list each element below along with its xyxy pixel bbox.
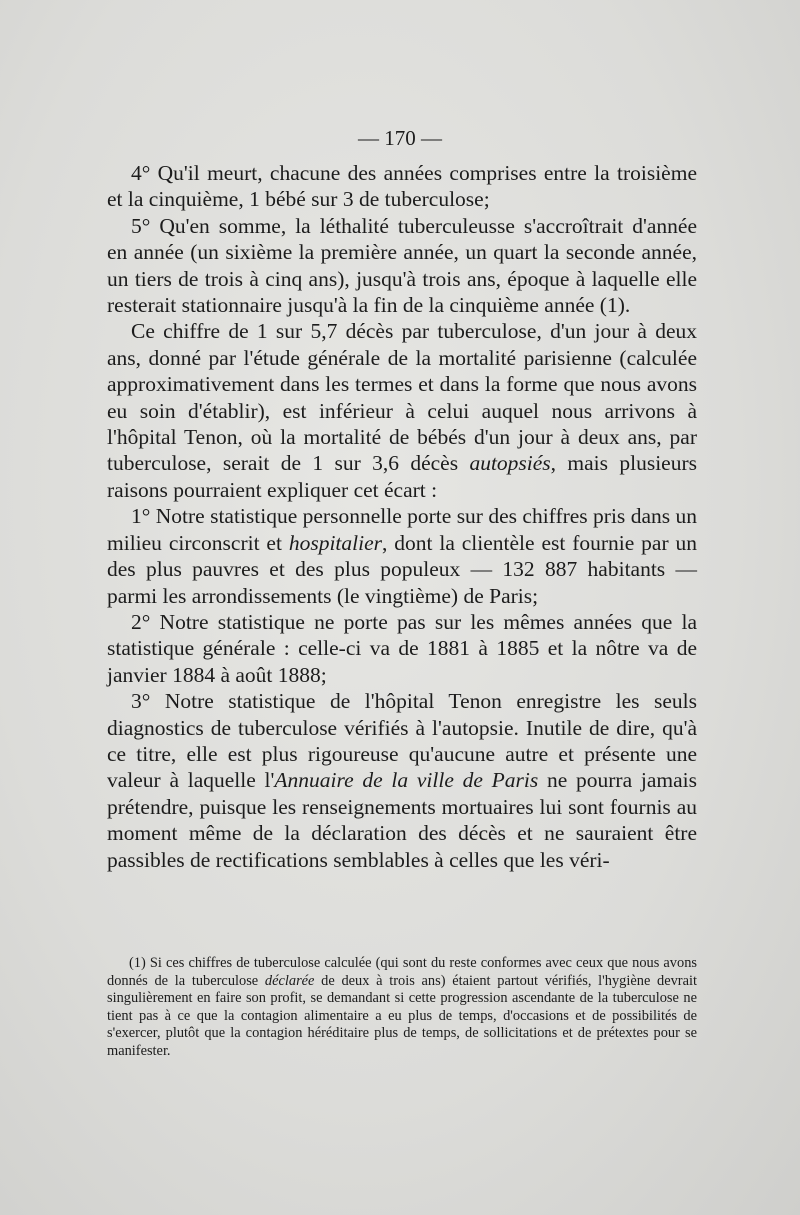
paragraph-reason-3: 3° Notre statistique de l'hôpital Tenon enregistre les seuls diagnostics de tuberculose vérifiés à l'autopsie. Inutile de dire, qu'à ce titre, elle est plus rigoureuse qu'aucune autre et présente une valeur à laquelle l'Annuaire de la ville de Paris ne pourra jamais prétendre, puisque les renseignements mortuaires lui sont fournis au moment même de la déclaration des décès et ne sauraient être passibles de rectifications semblables à celles que les véri- [107,689,697,872]
paragraph-item-5: 5° Qu'en somme, la léthalité tuberculeusse s'accroîtrait d'année en année (un sixième la première année, un quart la seconde année, un tiers de trois à cinq ans), jusqu'à trois ans, époque à laquelle elle resterait stationnaire jusqu'à la fin de la cinquième année (1). [107,213,697,318]
body-text [107,160,697,873]
page-number: — 170 — [358,126,442,150]
paragraph-item-4: 4° Qu'il meurt, chacune des années comprises entre la troisième et la cinquième, 1 bébé sur 3 de tuberculose; [107,161,697,212]
paragraph-reason-2: 2° Notre statistique ne porte pas sur les mêmes années que la statistique générale : celle-ci va de 1881 à 1885 et la nôtre va de janvier 1884 à août 1888; [107,609,697,687]
paragraph-ce-chiffre: Ce chiffre de 1 sur 5,7 décès par tuberculose, d'un jour à deux ans, donné par l'étude générale de la mortalité parisienne (calculée approximativement dans les termes et dans la forme que nous avons eu soin d'établir), est inférieur à celui auquel nous arrivons à l'hôpital Tenon, où la mortalité de bébés d'un jour à deux ans, par tuberculose, serait de 1 sur 3,6 décès autopsiés, mais plusieurs raisons pourraient expliquer cet écart : [107,319,697,502]
paragraph-reason-1: 1° Notre statistique personnelle porte sur des chiffres pris dans un milieu circonscrit et hospitalier, dont la clientèle est fournie par un des plus pauvres et des plus populeux — 132 887 habitants — parmi les arrondissements (le vingtième) de Paris; [107,504,697,608]
footnote: (1) Si ces chiffres de tuberculose calculée (qui sont du reste conformes avec ceux que nous avons donnés de la tuberculose déclarée de deux à trois ans) étaient partout vérifiés, l'hygiène devrait singulièrement en faire son profit, se demandant si cette progression ascendante de la tuberculose ne tient pas à ce que la contagion alimentaire a eu plus de temps, d'occasions et de possibilités de s'exercer, plutôt que la contagion héréditaire plus de temps, de sollicitations et de prétextes pour se manifester. [107,955,697,1059]
